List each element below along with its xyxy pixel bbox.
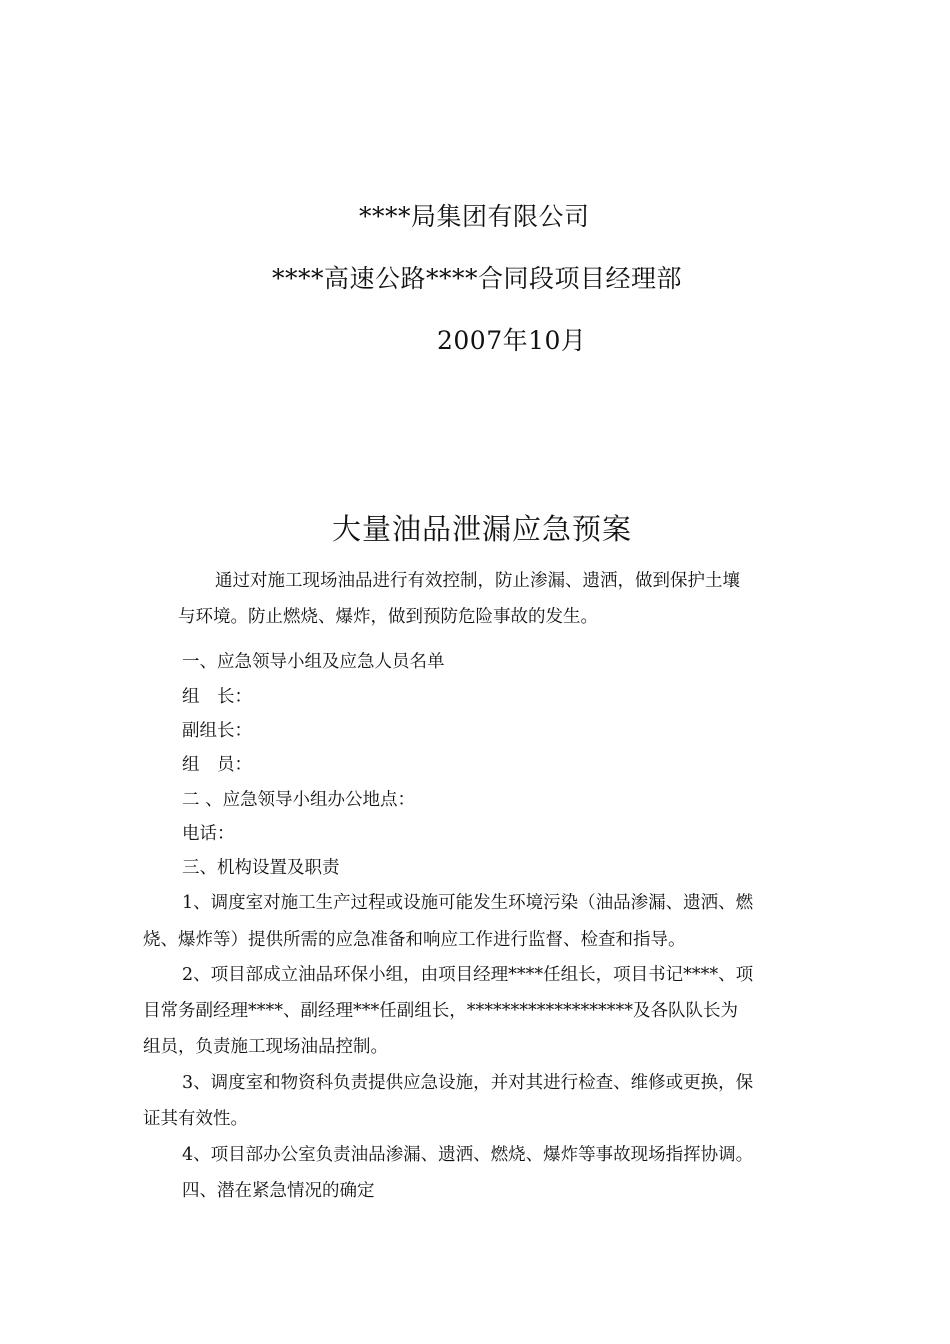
item-4-line-1: 4、项目部办公室负责油品渗漏、遗洒、燃烧、爆炸等事故现场指挥协调。: [182, 1145, 754, 1165]
leader-label: 组 长：: [182, 687, 252, 707]
cover-department: ****高速公路****合同段项目经理部: [272, 264, 683, 293]
item-1-line-1: 1、调度室对施工生产过程或设施可能发生环境污染（油品渗漏、遗洒、燃: [182, 893, 754, 913]
cover-date: 2007年10月: [437, 326, 587, 355]
item-2-line-1: 2、项目部成立油品环保小组，由项目经理****任组长，项目书记****、项: [182, 965, 754, 985]
deputy-leader-label: 副组长：: [182, 721, 252, 741]
section-1-heading: 一、应急领导小组及应急人员名单: [182, 652, 445, 672]
cover-company: ****局集团有限公司: [359, 202, 590, 231]
plan-title: 大量油品泄漏应急预案: [332, 512, 633, 546]
item-1-line-2: 烧、爆炸等）提供所需的应急准备和响应工作进行监督、检查和指导。: [143, 930, 686, 950]
item-2-line-3: 组员，负责施工现场油品控制。: [143, 1037, 388, 1057]
section-3-heading: 三、机构设置及职责: [182, 858, 340, 878]
intro-line-1: 通过对施工现场油品进行有效控制，防止渗漏、遗洒，做到保护土壤: [215, 571, 740, 591]
member-label: 组 员：: [182, 755, 252, 775]
item-3-line-1: 3、调度室和物资科负责提供应急设施，并对其进行检查、维修或更换，保: [182, 1073, 754, 1093]
phone-label: 电话：: [182, 824, 235, 844]
section-4-heading: 四、潜在紧急情况的确定: [182, 1181, 375, 1201]
item-2-line-2: 目常务副经理****、副经理***任副组长，*******************及各队队长为: [143, 1001, 738, 1021]
item-3-line-2: 证其有效性。: [143, 1109, 248, 1129]
intro-line-2: 与环境。防止燃烧、爆炸，做到预防危险事故的发生。: [178, 607, 598, 627]
section-2-heading: 二 、应急领导小组办公地点：: [182, 790, 416, 810]
